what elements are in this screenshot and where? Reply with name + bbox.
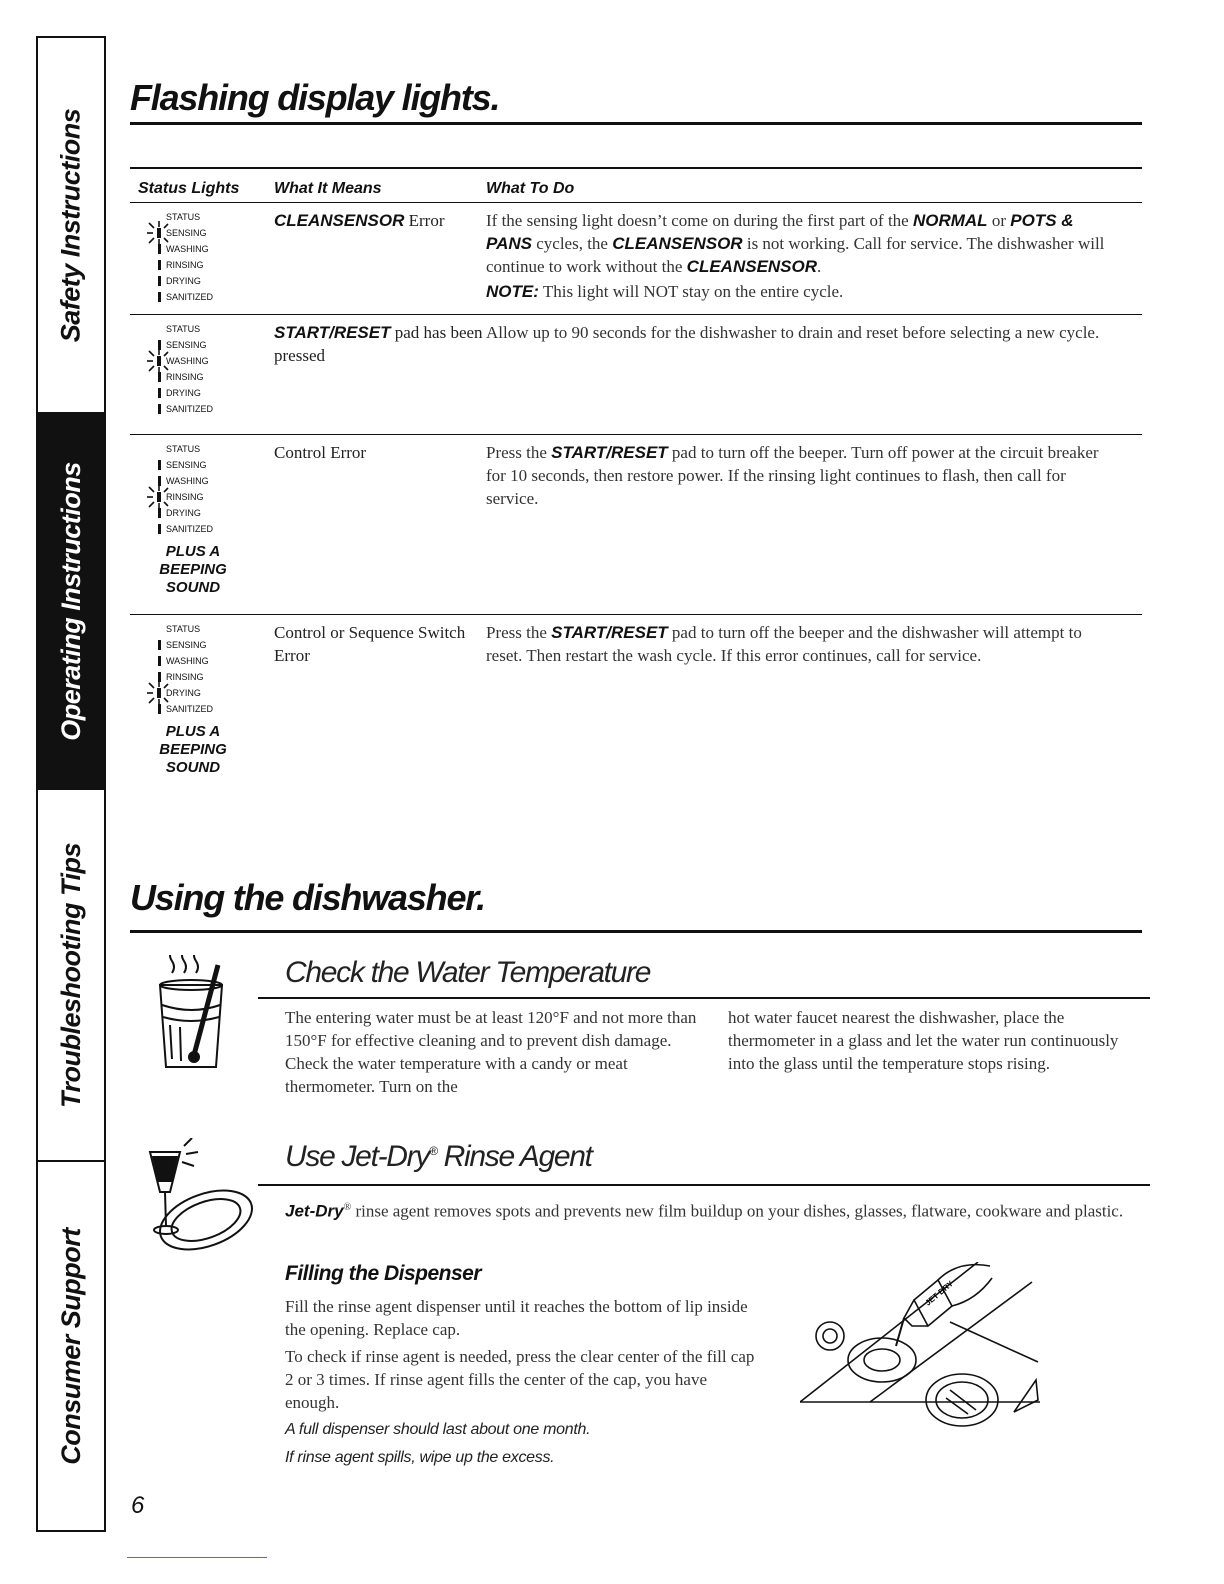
section-title-flashing-lights: Flashing display lights. — [130, 77, 500, 118]
tab-safety-instructions[interactable] — [38, 38, 104, 414]
table-row — [130, 203, 1142, 315]
status-light: RINSING — [158, 369, 274, 385]
bottle-label: JET DRY — [923, 1279, 955, 1308]
tab-troubleshooting-tips[interactable] — [38, 790, 104, 1162]
subsection-rule — [258, 1184, 1150, 1186]
header-what-it-means: What It Means — [274, 180, 382, 197]
status-light-flashing: WASHING — [158, 353, 274, 369]
meaning-cell: Control Error — [274, 443, 367, 462]
status-lights-table — [130, 167, 1142, 785]
meaning-cell: CLEANSENSOR Error — [274, 211, 445, 230]
status-light: RINSING — [158, 669, 274, 685]
page-number: 6 — [131, 1492, 145, 1519]
status-light: WASHING — [158, 473, 274, 489]
status-light: DRYING — [158, 505, 274, 521]
tab-label: Troubleshooting Tips — [55, 842, 86, 1108]
status-light: SENSING — [158, 337, 274, 353]
meaning-cell: START/RESET pad has been pressed — [274, 323, 483, 365]
table-row — [130, 435, 1142, 615]
status-light: WASHING — [158, 241, 274, 257]
tab-label: Operating Instructions — [55, 461, 86, 741]
subsection-rule — [258, 997, 1150, 999]
section-rule — [130, 930, 1142, 933]
action-cell: Allow up to 90 seconds for the dishwasher to drain and reset before selecting a new cycle. — [486, 323, 1100, 342]
rinse-agent-intro: Jet-Dry® rinse agent removes spots and prevents new film buildup on your dishes, glasses, flatware, cookware and plastic. — [285, 1201, 1124, 1221]
header-what-to-do: What To Do — [486, 180, 575, 197]
filling-dispenser-heading: Filling the Dispenser — [285, 1262, 482, 1285]
header-status-lights: Status Lights — [138, 180, 240, 197]
tab-consumer-support[interactable] — [38, 1162, 104, 1530]
action-cell: Press the START/RESET pad to turn off the beeper. Turn off power at the circuit breaker for 10 seconds, then restore power. If the rinsing light continues to flash, then call for service. — [486, 443, 1099, 508]
filling-dispenser-text-1: Fill the rinse agent dispenser until it reaches the bottom of lip inside the opening. Replace cap. — [285, 1297, 748, 1339]
rinse-dispenser-illustration — [800, 1262, 1050, 1440]
status-light: SENSING — [158, 457, 274, 473]
status-light: SANITIZED — [158, 701, 274, 717]
status-light-label: STATUS — [166, 324, 201, 334]
status-light-flashing: RINSING — [158, 489, 274, 505]
status-lights-panel — [130, 441, 274, 614]
table-row — [130, 315, 1142, 435]
subsection-title-rinse-agent: Use Jet-Dry® Rinse Agent — [285, 1140, 592, 1173]
status-light: DRYING — [158, 385, 274, 401]
rinse-agent-glass-icon — [140, 1138, 260, 1258]
tab-operating-instructions[interactable] — [38, 414, 104, 790]
status-light-label: STATUS — [166, 444, 201, 454]
status-light: WASHING — [158, 653, 274, 669]
filling-dispenser-text-2: To check if rinse agent is needed, press the clear center of the fill cap 2 or 3 times. If rinse agent fills the center of the cap, you have enough. — [285, 1347, 755, 1412]
status-lights-panel — [130, 621, 274, 785]
beeping-sound-note: PLUS A BEEPING SOUND — [159, 543, 227, 596]
beeping-sound-note: PLUS A BEEPING SOUND — [159, 723, 227, 776]
footer-rule — [127, 1557, 267, 1558]
status-light: SANITIZED — [158, 521, 274, 537]
tab-label: Consumer Support — [55, 1227, 86, 1465]
side-tab-bar — [36, 36, 106, 1532]
dispenser-note-spill: If rinse agent spills, wipe up the excess. — [285, 1449, 555, 1466]
status-light: SANITIZED — [158, 289, 274, 305]
dispenser-note-month: A full dispenser should last about one month. — [285, 1421, 591, 1438]
water-temp-text-col1: The entering water must be at least 120°F and not more than 150°F for effective cleaning and to prevent dish damage. Check the water temperature with a candy or meat thermometer. Turn on the — [285, 1008, 697, 1096]
status-lights-panel — [130, 209, 274, 314]
status-light: SENSING — [158, 637, 274, 653]
table-header-row — [130, 169, 1142, 203]
status-light: RINSING — [158, 257, 274, 273]
status-light-flashing: SENSING — [158, 225, 274, 241]
status-light-label: STATUS — [166, 212, 201, 222]
status-light: SANITIZED — [158, 401, 274, 417]
status-light-flashing: DRYING — [158, 685, 274, 701]
subsection-title-water-temp: Check the Water Temperature — [285, 956, 651, 989]
glass-thermometer-icon — [140, 955, 240, 1075]
status-light-label: STATUS — [166, 624, 201, 634]
tab-label: Safety Instructions — [55, 108, 86, 342]
status-light: DRYING — [158, 273, 274, 289]
status-lights-panel — [130, 321, 274, 434]
section-title-using-dishwasher: Using the dishwasher. — [130, 877, 485, 918]
water-temp-text-col2: hot water faucet nearest the dishwasher, place the thermometer in a glass and let the water run continuously into the glass until the temperature stops rising. — [728, 1008, 1119, 1073]
meaning-cell: Control or Sequence Switch Error — [274, 623, 466, 665]
action-cell: Press the START/RESET pad to turn off the beeper and the dishwasher will attempt to reset. Then restart the wash cycle. If this error continues, call for service. — [486, 623, 1082, 665]
section-rule — [130, 122, 1142, 125]
table-row — [130, 615, 1142, 785]
action-cell: If the sensing light doesn’t come on during the first part of the NORMAL or POTS & PANS cycles, the CLEANSENSOR is not working. Call for service. The dishwasher will continue to work without the CLEANSENSOR. NOTE: This light will NOT stay on the entire cycle. — [486, 211, 1105, 301]
